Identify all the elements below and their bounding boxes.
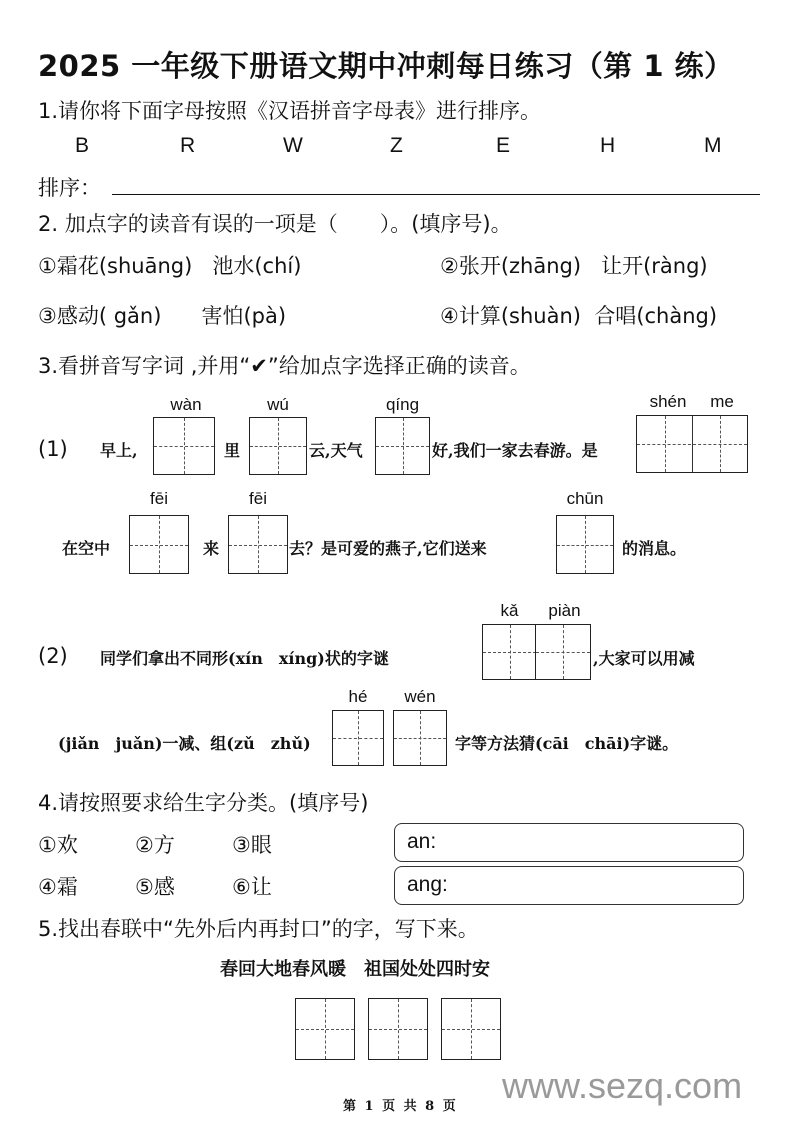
writing-box-answer-1[interactable] [295, 998, 355, 1060]
pinyin-hint: wén [404, 687, 436, 706]
option-pinyin: (pà) [243, 304, 287, 328]
option-number: ① [38, 254, 57, 278]
sentence-text: 在空中 [62, 539, 111, 558]
pinyin-hint: kǎ [500, 601, 519, 620]
sub-question-1-label: (1) [38, 437, 68, 461]
letter-m: M [704, 134, 722, 157]
letter-z: Z [390, 134, 403, 157]
order-label: 排序： [38, 176, 101, 200]
option-pinyin: (ràng) [643, 254, 708, 278]
order-answer-line[interactable] [112, 194, 760, 195]
sentence-text: 的消息。 [622, 539, 687, 558]
sentence-text: 云,天气 [309, 441, 363, 460]
question-2-prompt: 2. 加点字的读音有误的一项是（ ）。(填序号)。 [38, 212, 512, 236]
option-number: ③ [38, 304, 57, 328]
option-word: 感动 [56, 304, 99, 328]
sentence-text: 里 [224, 441, 241, 460]
writing-box-wan[interactable] [153, 417, 215, 475]
pinyin-hint: hé [348, 687, 368, 706]
question-3-prompt: 3.看拼音写字词 ,并用“✔”给加点字选择正确的读音。 [38, 354, 531, 378]
option-word: 让开 [601, 254, 644, 278]
answer-box-label: ang: [407, 873, 448, 896]
option-pinyin: (shuàn) [500, 304, 581, 328]
char-option-4: ④霜 [38, 875, 78, 899]
writing-box-chun[interactable] [556, 515, 614, 574]
option-word: 霜花 [56, 254, 99, 278]
pinyin-hint: piàn [548, 601, 581, 620]
letter-r: R [180, 134, 196, 157]
writing-box-fei-1[interactable] [129, 515, 189, 574]
sentence-text: 同学们拿出不同形(xín xíng)状的字谜 [100, 649, 389, 668]
writing-box-answer-2[interactable] [368, 998, 428, 1060]
option-pinyin: (chí) [254, 254, 302, 278]
pinyin-hint: wàn [170, 395, 202, 414]
option-word: 计算 [458, 304, 501, 328]
option-1[interactable] [38, 250, 301, 280]
writing-box-ka[interactable] [482, 624, 537, 680]
option-pinyin: (shuāng) [98, 254, 193, 278]
sentence-text: 字等方法猜(cāi chāi)字谜。 [455, 734, 679, 753]
question-4-prompt: 4.请按照要求给生字分类。(填序号) [38, 791, 369, 815]
sentence-text: 好,我们一家去春游。是 [432, 441, 598, 460]
char-option-6: ⑥让 [232, 875, 272, 899]
char-option-5: ⑤感 [135, 875, 175, 899]
watermark: www.sezq.com [502, 1065, 743, 1106]
question-1-prompt: 1.请你将下面字母按照《汉语拼音字母表》进行排序。 [38, 99, 542, 123]
pinyin-hint: chūn [566, 489, 604, 508]
option-2[interactable] [440, 250, 708, 280]
spring-couplet: 春回大地春风暖 祖国处处四时安 [220, 959, 490, 980]
answer-box-label: an: [407, 830, 437, 853]
option-word: 合唱 [594, 304, 637, 328]
letter-h: H [600, 134, 616, 157]
char-option-3: ③眼 [232, 833, 272, 857]
sentence-text: 早上, [100, 441, 138, 460]
page-title: 2025 一年级下册语文期中冲刺每日练习（第 1 练） [38, 49, 734, 83]
writing-box-answer-3[interactable] [441, 998, 501, 1060]
pinyin-hint: me [710, 392, 734, 411]
writing-box-wu[interactable] [249, 417, 307, 475]
writing-box-he[interactable] [332, 710, 384, 766]
option-pinyin: (chàng) [636, 304, 718, 328]
option-number: ④ [440, 304, 459, 328]
writing-box-wen[interactable] [393, 710, 447, 766]
option-4[interactable] [440, 300, 717, 330]
letter-e: E [496, 134, 511, 157]
char-option-1: ①欢 [38, 833, 78, 857]
writing-box-pian[interactable] [535, 624, 591, 680]
option-3[interactable] [38, 300, 286, 330]
sentence-text: 来 [203, 539, 220, 558]
sentence-text: (jiǎn juǎn)一减、组(zǔ zhǔ) [58, 734, 311, 753]
writing-box-shenme[interactable] [636, 415, 748, 473]
writing-box-fei-2[interactable] [228, 515, 288, 574]
writing-box-qing[interactable] [375, 417, 430, 475]
pinyin-hint: wú [267, 395, 289, 414]
letter-b: B [75, 134, 90, 157]
option-pinyin: (zhāng) [500, 254, 582, 278]
page-number: 第 1 页 共 8 页 [343, 1099, 458, 1114]
option-word: 张开 [458, 254, 501, 278]
sentence-text: 去？是可爱的燕子,它们送来 [289, 539, 487, 558]
option-word: 害怕 [201, 304, 244, 328]
sub-question-2-label: (2) [38, 644, 68, 668]
question-5-prompt: 5.找出春联中“先外后内再封口”的字，写下来。 [38, 917, 479, 941]
answer-box-ang[interactable] [394, 866, 744, 905]
pinyin-hint: shén [649, 392, 687, 411]
pinyin-hint: fēi [249, 489, 267, 508]
option-pinyin: ( gǎn) [98, 304, 162, 328]
pinyin-hint: fēi [150, 489, 168, 508]
sentence-text: ,大家可以用减 [593, 649, 695, 668]
option-word: 池水 [212, 254, 255, 278]
answer-box-an[interactable] [394, 823, 744, 862]
char-option-2: ②方 [135, 833, 175, 857]
option-number: ② [440, 254, 459, 278]
letter-w: W [283, 134, 303, 157]
pinyin-hint: qíng [385, 395, 420, 414]
